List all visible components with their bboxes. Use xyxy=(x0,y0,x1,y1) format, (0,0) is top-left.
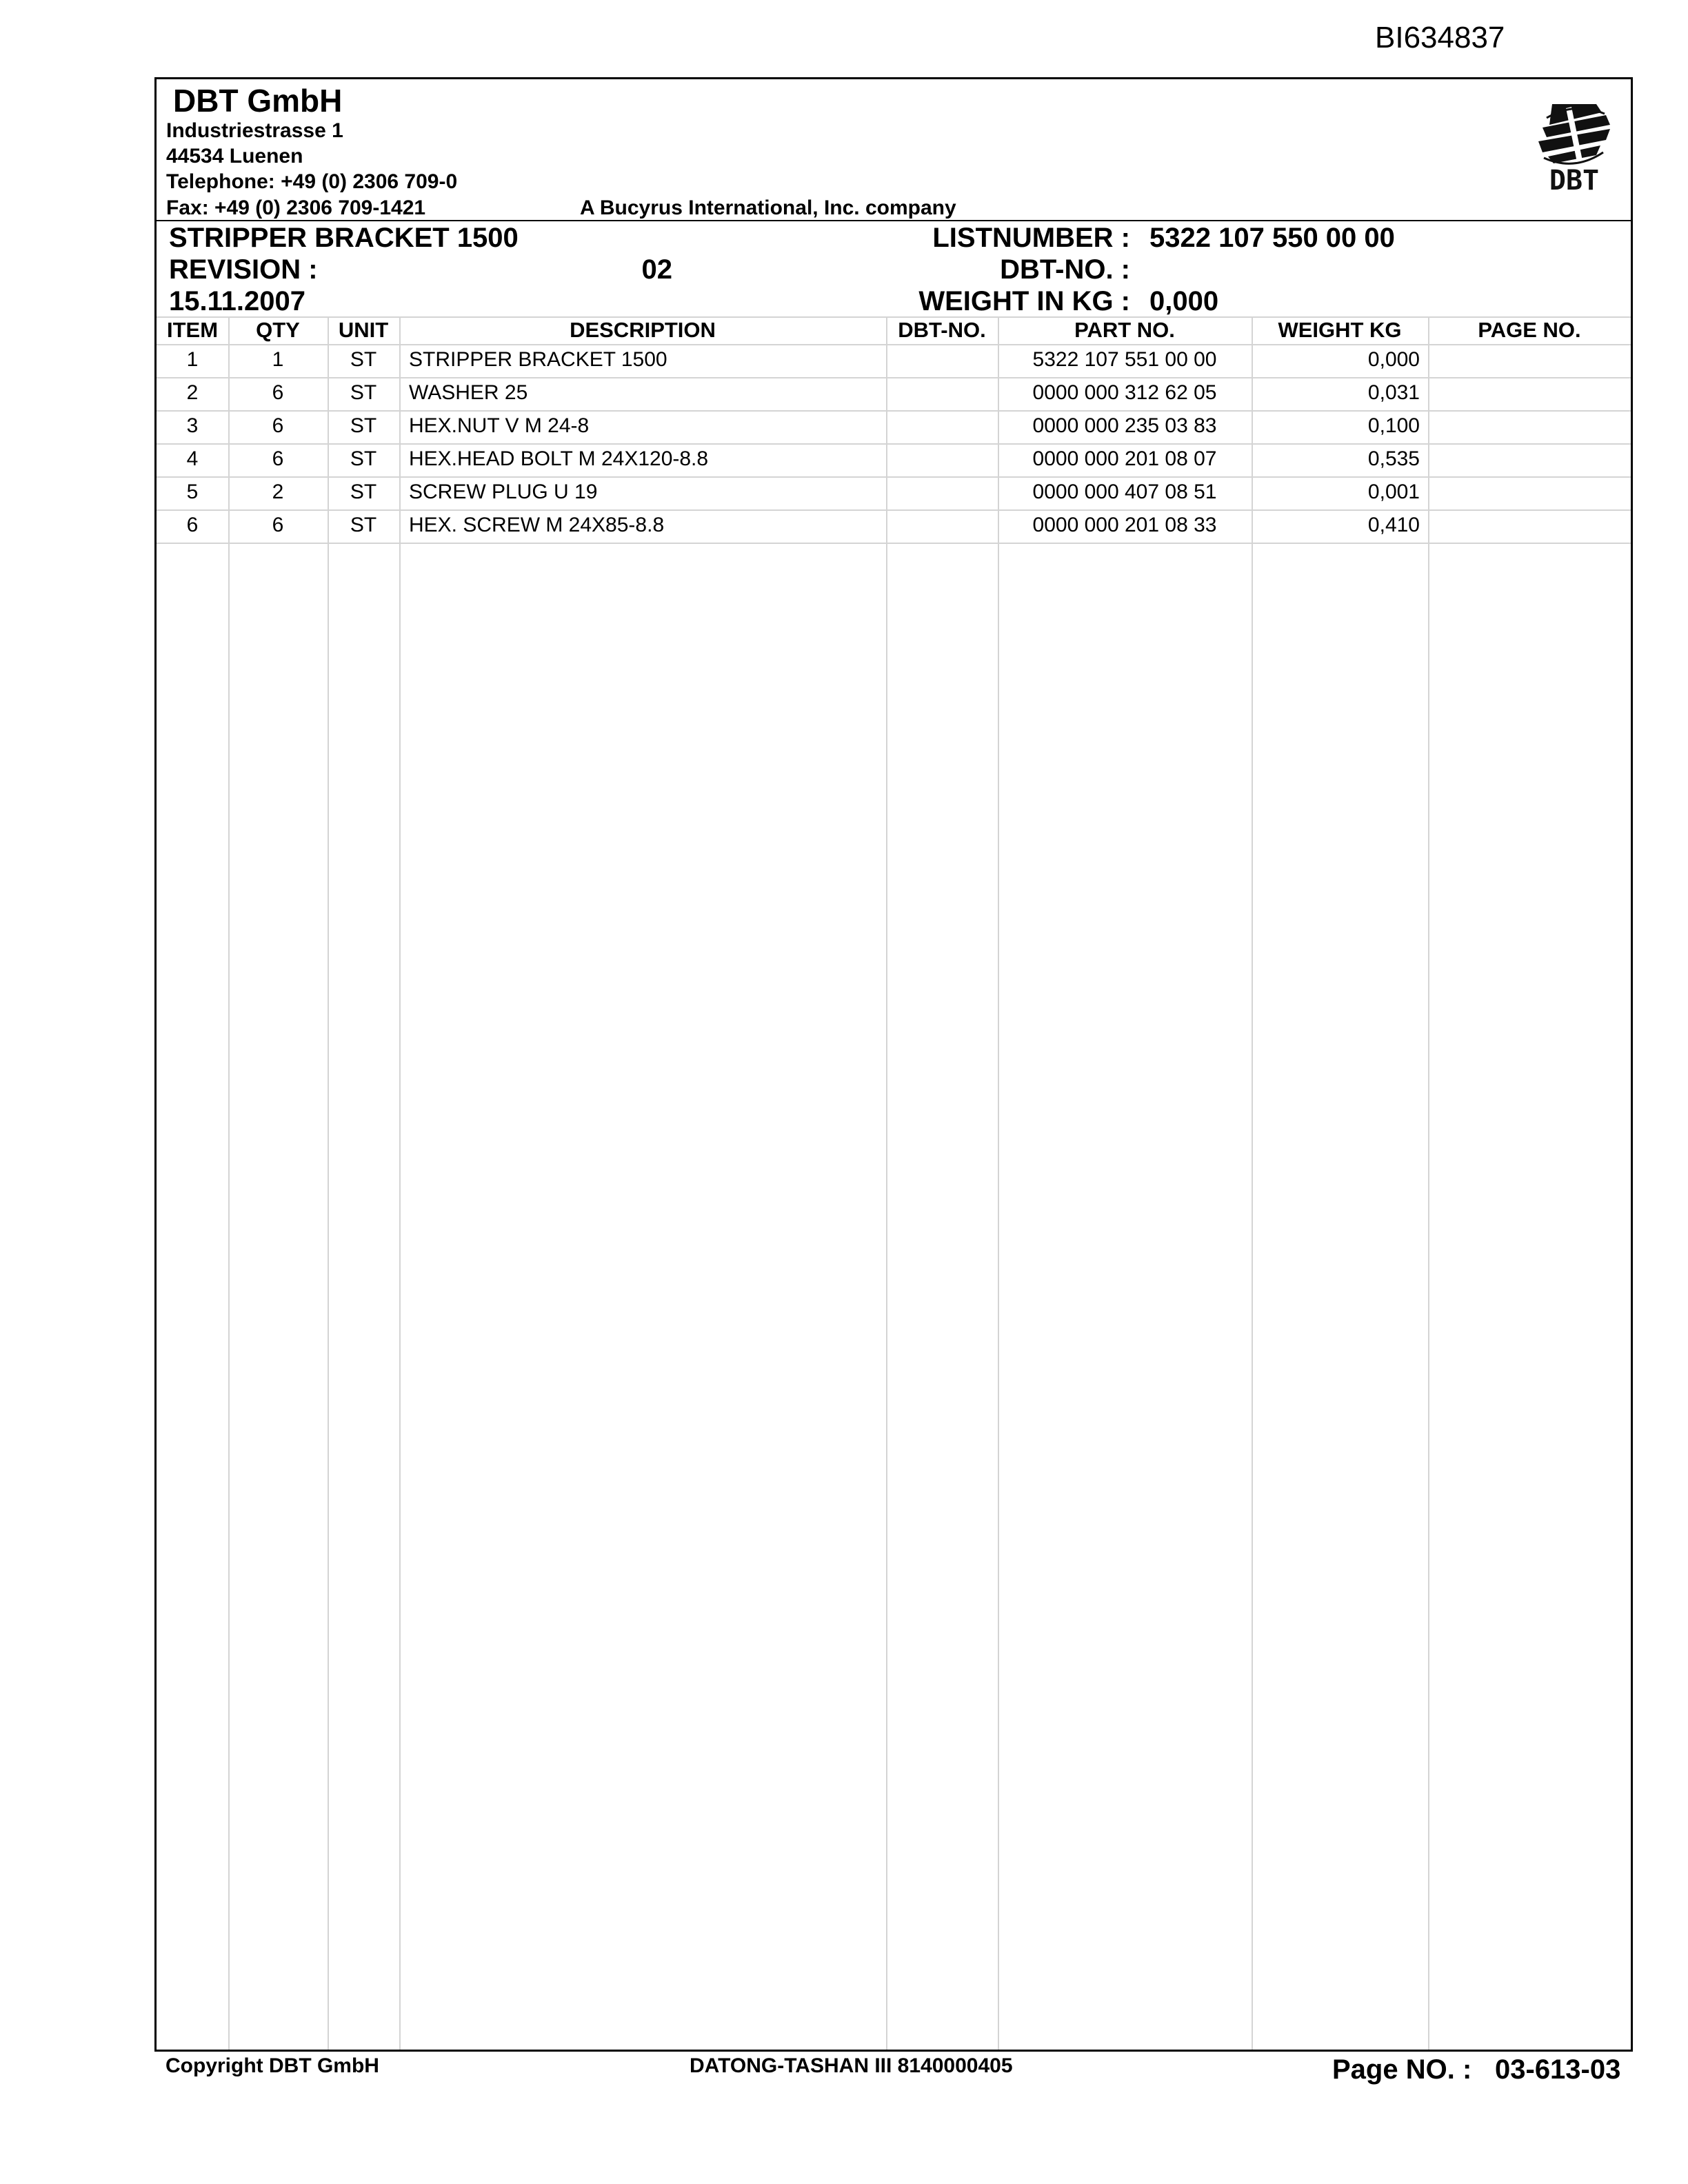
column-header-part-no: PART NO. xyxy=(1074,318,1175,342)
cell-unit: ST xyxy=(350,414,377,437)
footer-project: DATONG-TASHAN III 8140000405 xyxy=(690,2054,1013,2077)
cell-part-no: 0000 000 312 62 05 xyxy=(1032,381,1217,404)
cell-part-no: 0000 000 235 03 83 xyxy=(1032,414,1217,437)
cell-weight: 0,031 xyxy=(1367,381,1420,404)
dbt-logo-mark-icon xyxy=(1533,97,1616,194)
column-header-description: DESCRIPTION xyxy=(570,318,716,342)
cell-part-no: 0000 000 201 08 33 xyxy=(1032,514,1217,536)
cell-unit: ST xyxy=(350,348,377,371)
dbt-no-label: DBT-NO. : xyxy=(1000,254,1130,285)
cell-qty: 6 xyxy=(272,414,284,437)
cell-item: 3 xyxy=(186,414,199,437)
cell-item: 5 xyxy=(186,481,199,503)
cell-qty: 6 xyxy=(272,514,284,536)
company-street: Industriestrasse 1 xyxy=(166,119,343,142)
column-divider xyxy=(886,316,887,2050)
column-divider xyxy=(328,316,329,2050)
cell-weight: 0,535 xyxy=(1367,447,1420,470)
logo-text: DBT xyxy=(1549,165,1600,194)
footer-page-number: 03-613-03 xyxy=(1495,2054,1621,2085)
cell-description: SCREW PLUG U 19 xyxy=(409,481,598,503)
column-header-dbt-no: DBT-NO. xyxy=(898,318,986,342)
cell-item: 6 xyxy=(186,514,199,536)
table-row xyxy=(157,412,1631,445)
cell-weight: 0,001 xyxy=(1367,481,1420,503)
weight-label: WEIGHT IN KG : xyxy=(918,286,1130,316)
column-header-item: ITEM xyxy=(166,318,219,342)
cell-item: 1 xyxy=(186,348,199,371)
table-row xyxy=(157,345,1631,378)
company-name: DBT GmbH xyxy=(173,83,343,119)
table-row xyxy=(157,378,1631,412)
company-fax: Fax: +49 (0) 2306 709-1421 xyxy=(166,196,426,219)
column-divider xyxy=(399,316,401,2050)
table-row xyxy=(157,445,1631,478)
cell-weight: 0,410 xyxy=(1367,514,1420,536)
column-divider xyxy=(1252,316,1253,2050)
cell-weight: 0,100 xyxy=(1367,414,1420,437)
company-city: 44534 Luenen xyxy=(166,145,303,168)
cell-qty: 2 xyxy=(272,481,284,503)
header-divider xyxy=(157,220,1631,221)
cell-weight: 0,000 xyxy=(1367,348,1420,371)
cell-qty: 1 xyxy=(272,348,284,371)
column-divider xyxy=(1428,316,1429,2050)
cell-description: HEX.HEAD BOLT M 24X120-8.8 xyxy=(409,447,709,470)
listnumber-value: 5322 107 550 00 00 xyxy=(1149,223,1395,253)
revision-label: REVISION : xyxy=(169,254,318,285)
footer-page-label: Page NO. : xyxy=(1332,2054,1472,2085)
parts-list-frame xyxy=(154,77,1633,2052)
column-divider xyxy=(228,316,230,2050)
column-divider xyxy=(998,316,999,2050)
table-row xyxy=(157,511,1631,544)
company-tagline: A Bucyrus International, Inc. company xyxy=(580,196,956,219)
column-header-page-no: PAGE NO. xyxy=(1478,318,1581,342)
cell-description: WASHER 25 xyxy=(409,381,528,404)
column-header-weight: WEIGHT KG xyxy=(1278,318,1402,342)
list-date: 15.11.2007 xyxy=(169,286,305,316)
row-rule xyxy=(157,543,1631,544)
cell-unit: ST xyxy=(350,514,377,536)
revision-value: 02 xyxy=(641,254,672,285)
cell-unit: ST xyxy=(350,447,377,470)
cell-description: HEX. SCREW M 24X85-8.8 xyxy=(409,514,665,536)
listnumber-label: LISTNUMBER : xyxy=(932,223,1130,253)
footer-copyright: Copyright DBT GmbH xyxy=(165,2054,379,2077)
cell-qty: 6 xyxy=(272,447,284,470)
cell-qty: 6 xyxy=(272,381,284,404)
cell-description: HEX.NUT V M 24-8 xyxy=(409,414,590,437)
cell-part-no: 5322 107 551 00 00 xyxy=(1032,348,1217,371)
cell-item: 4 xyxy=(186,447,199,470)
weight-value: 0,000 xyxy=(1149,286,1219,316)
assembly-title: STRIPPER BRACKET 1500 xyxy=(169,223,519,253)
cell-part-no: 0000 000 201 08 07 xyxy=(1032,447,1217,470)
cell-part-no: 0000 000 407 08 51 xyxy=(1032,481,1217,503)
cell-unit: ST xyxy=(350,481,377,503)
column-header-unit: UNIT xyxy=(338,318,389,342)
cell-description: STRIPPER BRACKET 1500 xyxy=(409,348,667,371)
cell-item: 2 xyxy=(186,381,199,404)
table-row xyxy=(157,478,1631,511)
document-id: BI634837 xyxy=(1375,21,1505,54)
cell-unit: ST xyxy=(350,381,377,404)
company-telephone: Telephone: +49 (0) 2306 709-0 xyxy=(166,170,458,193)
dbt-logo xyxy=(1533,97,1616,194)
column-header-qty: QTY xyxy=(256,318,300,342)
